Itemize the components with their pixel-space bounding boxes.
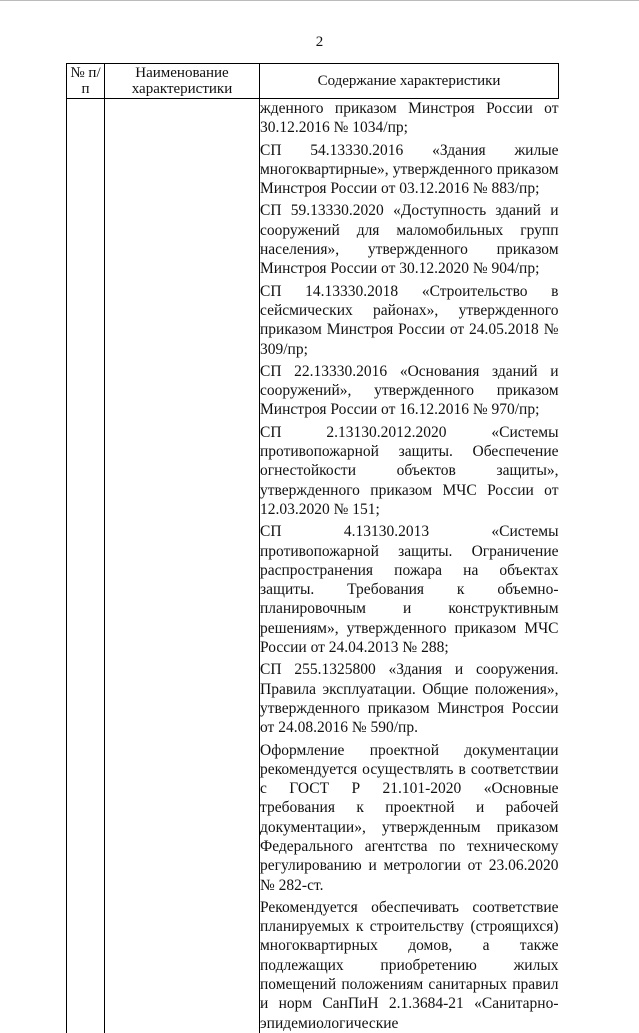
cell-number [67, 99, 105, 1033]
content-paragraph-4: СП 14.13330.2018 «Строительство в сейсмических районах», утвержденного приказом Минстроя России от 24.05.2018 № 309/пр; [260, 282, 559, 358]
header-content: Содержание характеристики [260, 64, 559, 99]
header-name: Наименование характеристики [105, 64, 260, 99]
page-number: 2 [315, 34, 324, 50]
cell-content [260, 99, 559, 1033]
content-paragraph-9: Оформление проектной документации рекомендуется осуществлять в соответствии с ГОСТ Р 21.101-2020 «Основные требования к проектной и рабочей документации», утвержденным приказом Федерального агентства по техническому регулированию и метрологии от 23.06.2020 № 282-ст. [260, 741, 559, 894]
table-row [67, 99, 559, 1033]
page-top-edge [0, 0, 639, 1]
content-paragraph-7: СП 4.13130.2013 «Системы противопожарной защиты. Ограничение распространения пожара на объектах защиты. Требования к объемно-планировочным и конструктивным решениям», утвержденного приказом МЧС России от 24.04.2013 № 288; [260, 523, 559, 657]
content-paragraph-2: СП 54.13330.2016 «Здания жилые многоквартирные», утвержденного приказом Минстроя России от 03.12.2016 № 883/пр; [260, 141, 559, 198]
content-paragraph-3: СП 59.13330.2020 «Доступность зданий и сооружений для маломобильных групп населения», утвержденного приказом Минстроя России от 30.12.2020 № 904/пр; [260, 202, 559, 278]
characteristics-table [66, 63, 559, 1033]
content-paragraph-10: Рекомендуется обеспечивать соответствие планируемых к строительству (строящихся) многоквартирных домов, а также подлежащих приобретению жилых помещений положениям санитарных правил и норм СанПиН 2.1.3684-21 «Санитарно-эпидемиологические [260, 898, 559, 1032]
content-paragraph-8: СП 255.1325800 «Здания и сооружения. Правила эксплуатации. Общие положения», утвержденного приказом Минстроя России от 24.08.2016 № 590/пр. [260, 661, 559, 737]
header-number: № п/п [67, 64, 105, 99]
content-paragraph-6: СП 2.13130.2012.2020 «Системы противопожарной защиты. Обеспечение огнестойкости объектов защиты», утвержденного приказом МЧС России от 12.03.2020 № 151; [260, 423, 559, 518]
content-paragraph-5: СП 22.13330.2016 «Основания зданий и сооружений», утвержденного приказом Минстроя России от 16.12.2016 № 970/пр; [260, 362, 559, 419]
table-header-row [67, 64, 559, 99]
content-paragraph-1: жденного приказом Минстроя России от 30.12.2016 № 1034/пр; [260, 100, 559, 137]
cell-name [105, 99, 260, 1033]
